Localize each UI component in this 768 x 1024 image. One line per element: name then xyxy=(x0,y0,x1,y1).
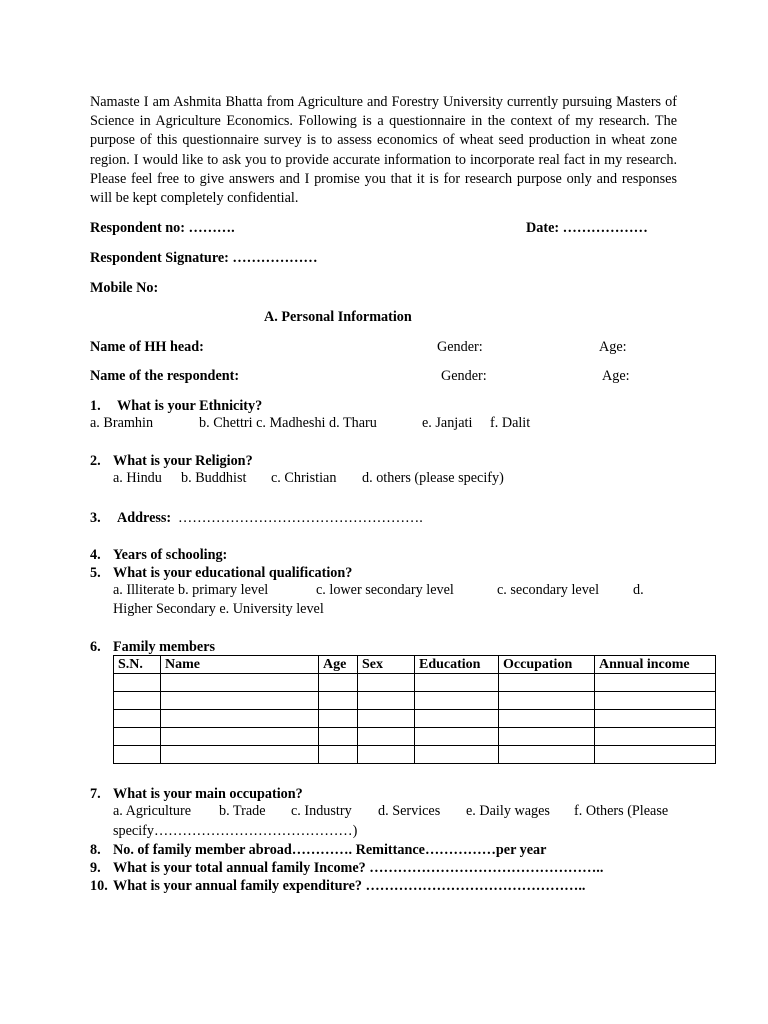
table-cell xyxy=(415,674,499,692)
table-cell xyxy=(595,746,716,764)
q2-option-d: d. others (please specify) xyxy=(362,470,504,486)
q5-option-d: c. secondary level xyxy=(497,582,600,598)
q1-option-e: e. Janjati xyxy=(422,415,473,431)
table-cell xyxy=(114,746,161,764)
hh-age-label: Age: xyxy=(599,339,627,355)
q1-option-bcd: b. Chettri c. Madheshi d. Tharu xyxy=(199,415,377,431)
respondent-signature-field: Respondent Signature: ……………… xyxy=(90,250,318,266)
hh-gender-label: Gender: xyxy=(437,339,483,355)
col-sex-header: Sex xyxy=(358,656,415,674)
q10-number: 10. xyxy=(90,878,108,894)
q7-options-line2: specify……………………………………) xyxy=(113,823,358,839)
q3-number: 3. xyxy=(90,510,101,526)
table-cell xyxy=(358,692,415,710)
date-field: Date: ……………… xyxy=(526,220,648,236)
table-header-row xyxy=(114,656,716,674)
q6-question: Family members xyxy=(113,639,216,655)
q5-question: What is your educational qualification? xyxy=(113,565,353,581)
table-cell xyxy=(499,692,595,710)
q5-option-e-start: d. xyxy=(633,582,644,598)
q2-option-a: a. Hindu xyxy=(113,470,162,486)
q7-number: 7. xyxy=(90,786,101,802)
table-row xyxy=(114,692,716,710)
mobile-no-field: Mobile No: xyxy=(90,280,159,296)
q8-question: No. of family member abroad…………. Remittance……………per year xyxy=(113,842,547,858)
table-row xyxy=(114,710,716,728)
q7-option-f: f. Others (Please xyxy=(574,803,669,819)
q2-option-b: b. Buddhist xyxy=(181,470,247,486)
section-a-title: A. Personal Information xyxy=(264,309,412,325)
family-members-table xyxy=(113,655,716,764)
q3-address-dots: ……………………………………………. xyxy=(178,510,423,526)
table-cell xyxy=(161,746,319,764)
table-cell xyxy=(415,746,499,764)
q9-number: 9. xyxy=(90,860,101,876)
q6-number: 6. xyxy=(90,639,101,655)
table-cell xyxy=(319,692,358,710)
table-row xyxy=(114,746,716,764)
q1-number: 1. xyxy=(90,398,101,414)
respondent-name-label: Name of the respondent: xyxy=(90,368,240,384)
table-cell xyxy=(114,674,161,692)
col-name-header: Name xyxy=(161,656,319,674)
table-cell xyxy=(358,710,415,728)
table-cell xyxy=(114,728,161,746)
q4-number: 4. xyxy=(90,547,101,563)
q4-question: Years of schooling: xyxy=(113,547,228,563)
q5-options-line2: Higher Secondary e. University level xyxy=(113,601,324,617)
q1-option-f: f. Dalit xyxy=(490,415,531,431)
q2-number: 2. xyxy=(90,453,101,469)
q7-option-c: c. Industry xyxy=(291,803,352,819)
table-cell xyxy=(595,710,716,728)
q8-number: 8. xyxy=(90,842,101,858)
table-cell xyxy=(319,728,358,746)
respondent-no-field: Respondent no: ………. xyxy=(90,220,235,236)
table-cell xyxy=(358,674,415,692)
col-education-header: Education xyxy=(415,656,499,674)
table-cell xyxy=(595,692,716,710)
table-cell xyxy=(499,674,595,692)
table-cell xyxy=(499,728,595,746)
col-age-header: Age xyxy=(319,656,358,674)
table-cell xyxy=(595,728,716,746)
q7-option-a: a. Agriculture xyxy=(113,803,192,819)
table-cell xyxy=(595,674,716,692)
table-row xyxy=(114,728,716,746)
q5-number: 5. xyxy=(90,565,101,581)
table-cell xyxy=(358,746,415,764)
q7-option-d: d. Services xyxy=(378,803,441,819)
table-cell xyxy=(161,710,319,728)
table-cell xyxy=(161,728,319,746)
respondent-gender-label: Gender: xyxy=(441,368,487,384)
intro-paragraph: Namaste I am Ashmita Bhatta from Agriculture and Forestry University currently pursuing Masters of Science in Agriculture Economics. Following is a questionnaire in the context of my research. The purpose of this questionnaire survey is to assess economics of wheat seed production in wheat zone region. I would like to ask you to provide accurate information to incorporate real fact in my research. Please feel free to give answers and I promise you that it is for research purpose only and responses will be kept completely confidential. xyxy=(90,94,677,207)
q7-option-b: b. Trade xyxy=(219,803,266,819)
q7-question: What is your main occupation? xyxy=(113,786,303,802)
q9-question: What is your total annual family Income? ………………………………………….. xyxy=(113,860,604,876)
table-cell xyxy=(499,746,595,764)
table-cell xyxy=(358,728,415,746)
table-cell xyxy=(161,674,319,692)
col-sn-header: S.N. xyxy=(114,656,161,674)
table-cell xyxy=(319,710,358,728)
q1-option-a: a. Bramhin xyxy=(90,415,154,431)
q1-question: What is your Ethnicity? xyxy=(117,398,263,414)
table-cell xyxy=(319,746,358,764)
q5-option-ab: a. Illiterate b. primary level xyxy=(113,582,269,598)
q10-question: What is your annual family expenditure? ……………………………………….. xyxy=(113,878,586,894)
table-cell xyxy=(161,692,319,710)
q5-option-c: c. lower secondary level xyxy=(316,582,454,598)
q3-address-label: Address: xyxy=(117,510,172,526)
table-cell xyxy=(415,728,499,746)
col-occupation-header: Occupation xyxy=(499,656,595,674)
table-cell xyxy=(319,674,358,692)
q2-question: What is your Religion? xyxy=(113,453,253,469)
table-cell xyxy=(114,710,161,728)
table-row xyxy=(114,674,716,692)
table-cell xyxy=(499,710,595,728)
table-cell xyxy=(114,692,161,710)
q2-option-c: c. Christian xyxy=(271,470,337,486)
table-cell xyxy=(415,710,499,728)
respondent-age-label: Age: xyxy=(602,368,630,384)
col-annual-income-header: Annual income xyxy=(595,656,716,674)
table-cell xyxy=(415,692,499,710)
q7-option-e: e. Daily wages xyxy=(466,803,550,819)
hh-head-label: Name of HH head: xyxy=(90,339,204,355)
